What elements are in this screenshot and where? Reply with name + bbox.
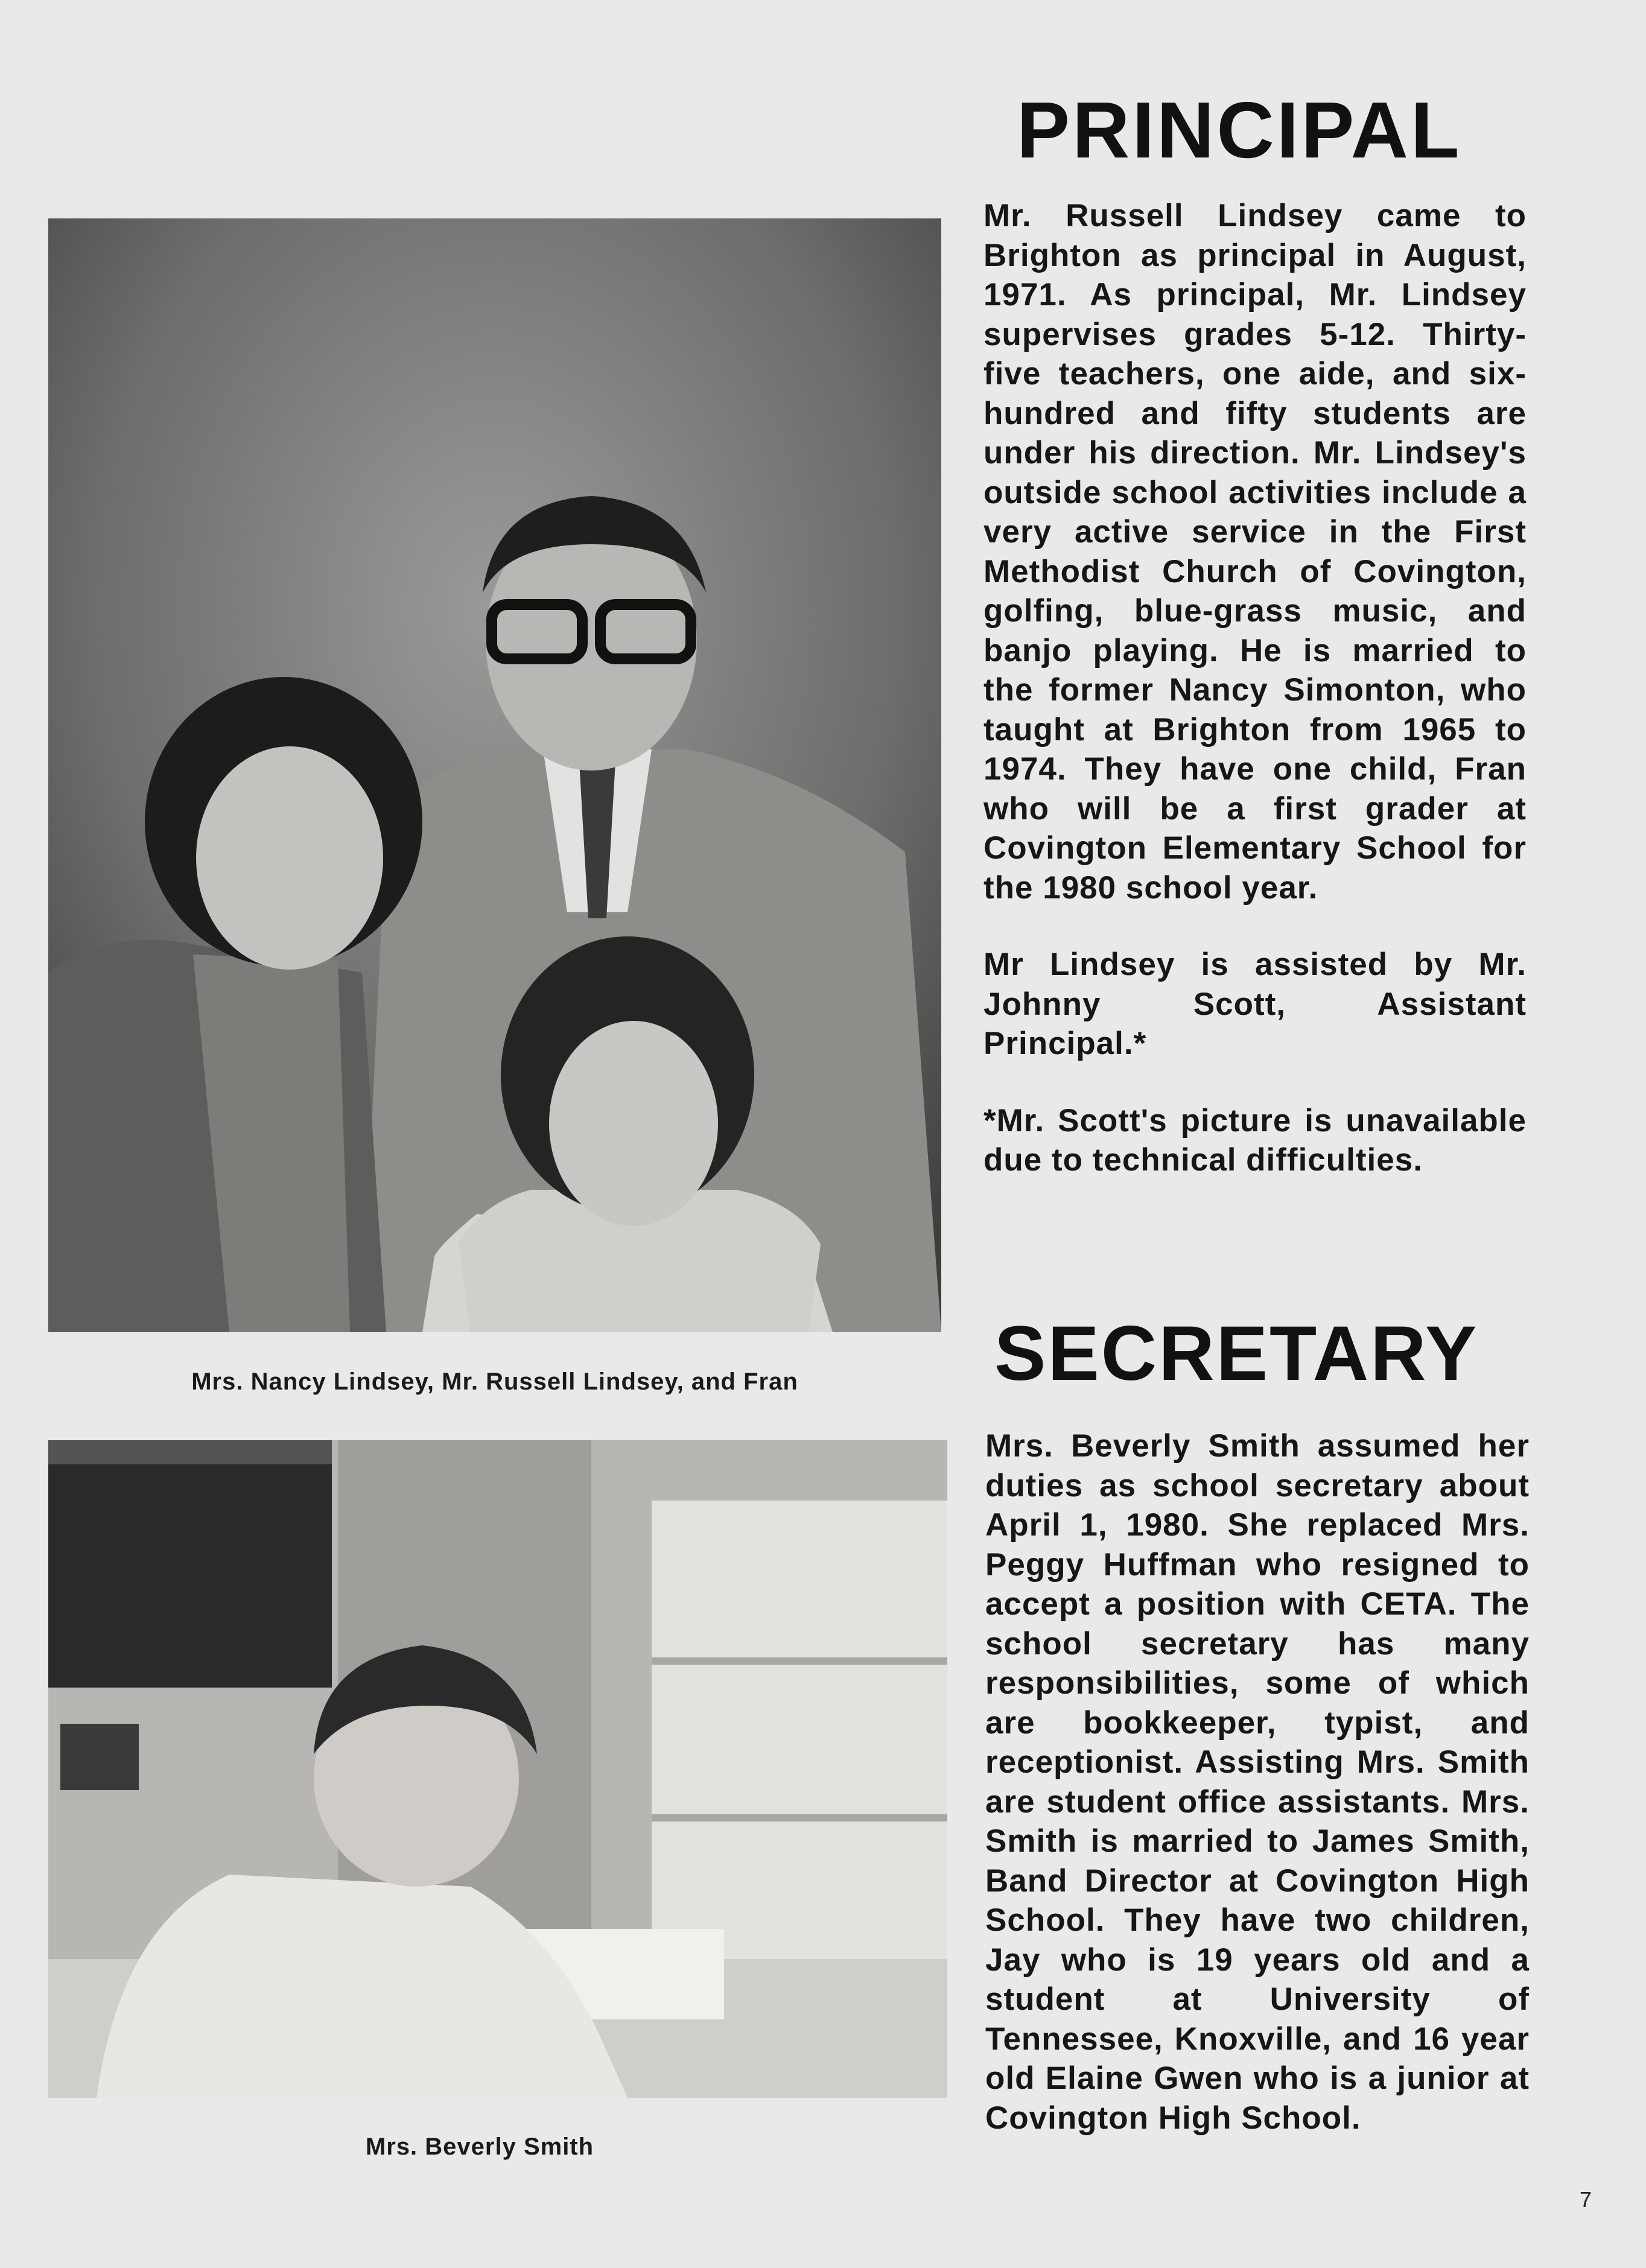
secretary-heading: SECRETARY xyxy=(994,1310,1479,1397)
principal-paragraph-3: *Mr. Scott's picture is unavailable due to technical difficulties. xyxy=(983,1102,1527,1178)
principal-paragraph-1: Mr. Russell Lindsey came to Brighton as principal in August, 1971. As principal, Mr. Lindsey supervises grades 5-12. Thirty-five teachers, one aide, and six-hundred and fifty students are under his direction. Mr. Lindsey's outside school activities include a very active service in the First Methodist Church of Covington, golfing, blue-grass music, and banjo playing. He is married to the former Nancy Simonton, who taught at Brighton from 1965 to 1974. They have one child, Fran who will be a first grader at Covington Elementary School for the 1980 school year. xyxy=(983,198,1527,906)
principal-body xyxy=(983,196,1527,1180)
page-number: 7 xyxy=(1580,2187,1592,2212)
secretary-paragraph-1: Mrs. Beverly Smith assumed her duties as school secretary about April 1, 1980. She replaced Mrs. Peggy Huffman who resigned to accept a position with CETA. The school secretary has many responsibilities, some of which are bookkeeper, typist, and receptionist. Assisting Mrs. Smith are student office assistants. Mrs. Smith is married to James Smith, Band Director at Covington High School. They have two children, Jay who is 19 years old and a student at University of Tennessee, Knoxville, and 16 year old Elaine Gwen who is a junior at Covington High School. xyxy=(985,1428,1530,2136)
smith-office-photo xyxy=(48,1440,947,2098)
secretary-photo-caption: Mrs. Beverly Smith xyxy=(365,2133,594,2160)
lindsey-family-photo xyxy=(48,218,941,1332)
principal-heading: PRINCIPAL xyxy=(1017,86,1462,174)
secretary-body xyxy=(985,1426,1530,2138)
family-photo-caption: Mrs. Nancy Lindsey, Mr. Russell Lindsey, and Fran xyxy=(191,1368,798,1395)
principal-paragraph-2: Mr Lindsey is assisted by Mr. Johnny Scott, Assistant Principal.* xyxy=(983,947,1527,1061)
